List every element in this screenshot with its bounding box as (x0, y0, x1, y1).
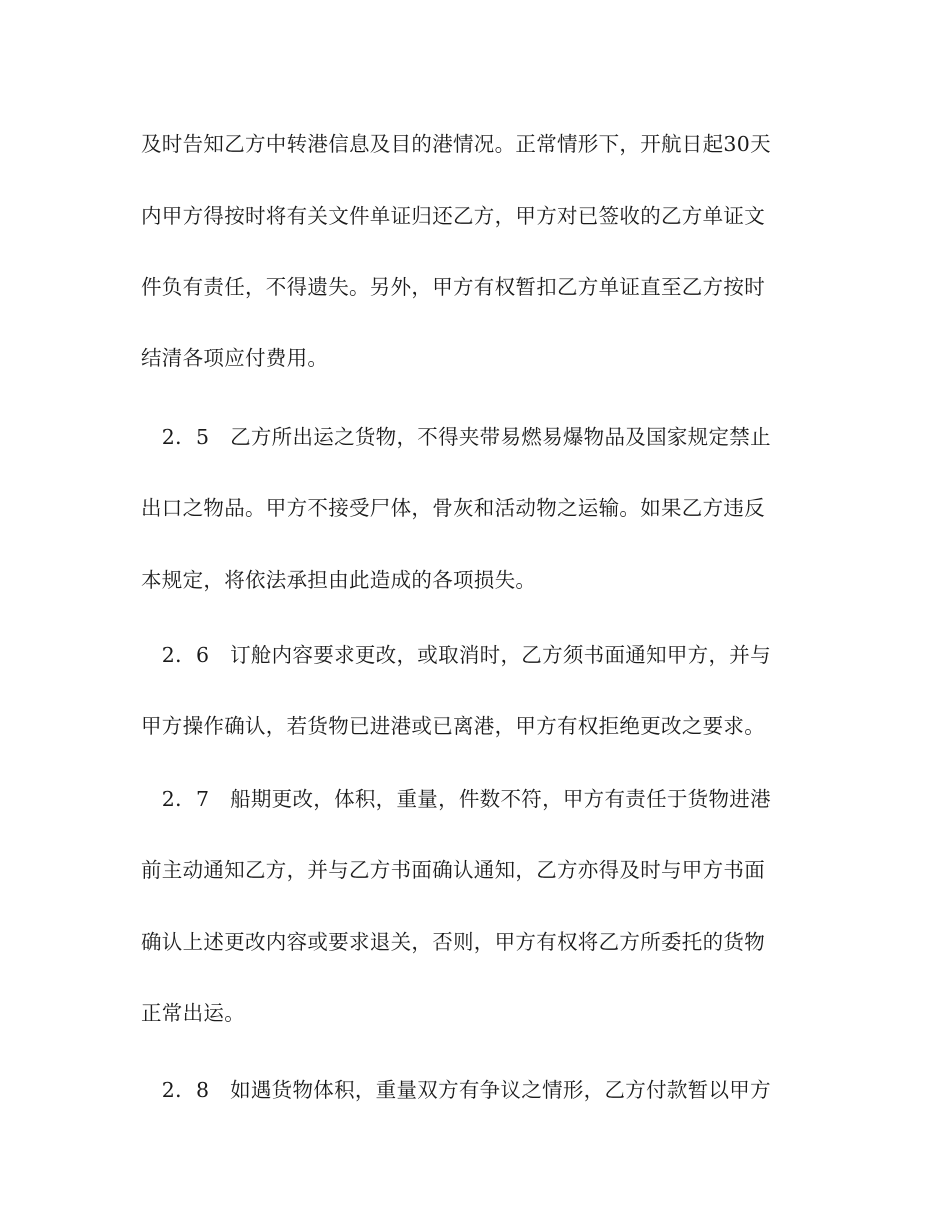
clause-2-5-line-1: 2．5 乙方所出运之货物，不得夹带易燃易爆物品及国家规定禁止 (141, 425, 771, 449)
text-line-2: 内甲方得按时将有关文件单证归还乙方，甲方对已签收的乙方单证文 (141, 204, 765, 228)
text-line-4: 结清各项应付费用。 (141, 346, 329, 370)
clause-2-8-line-1: 2．8 如遇货物体积，重量双方有争议之情形，乙方付款暂以甲方 (141, 1078, 771, 1102)
clause-2-7-line-1: 2．7 船期更改，体积，重量，件数不符，甲方有责任于货物进港 (141, 787, 771, 811)
clause-2-6-line-1: 2．6 订舱内容要求更改，或取消时，乙方须书面通知甲方，并与 (141, 643, 771, 667)
text-line-1: 及时告知乙方中转港信息及目的港情况。正常情形下，开航日起30天 (141, 132, 771, 156)
clause-2-5-line-3: 本规定，将依法承担由此造成的各项损失。 (141, 568, 537, 592)
clause-2-6-line-2: 甲方操作确认，若货物已进港或已离港，甲方有权拒绝更改之要求。 (141, 714, 765, 738)
clause-2-7-line-4: 正常出运。 (141, 1001, 245, 1025)
clause-2-5-line-2: 出口之物品。甲方不接受尸体，骨灰和活动物之运输。如果乙方违反 (141, 496, 765, 520)
clause-2-7-line-3: 确认上述更改内容或要求退关，否则，甲方有权将乙方所委托的货物 (141, 930, 765, 954)
clause-2-7-line-2: 前主动通知乙方，并与乙方书面确认通知，乙方亦得及时与甲方书面 (141, 858, 765, 882)
text-line-3: 件负有责任，不得遗失。另外，甲方有权暂扣乙方单证直至乙方按时 (141, 275, 765, 299)
